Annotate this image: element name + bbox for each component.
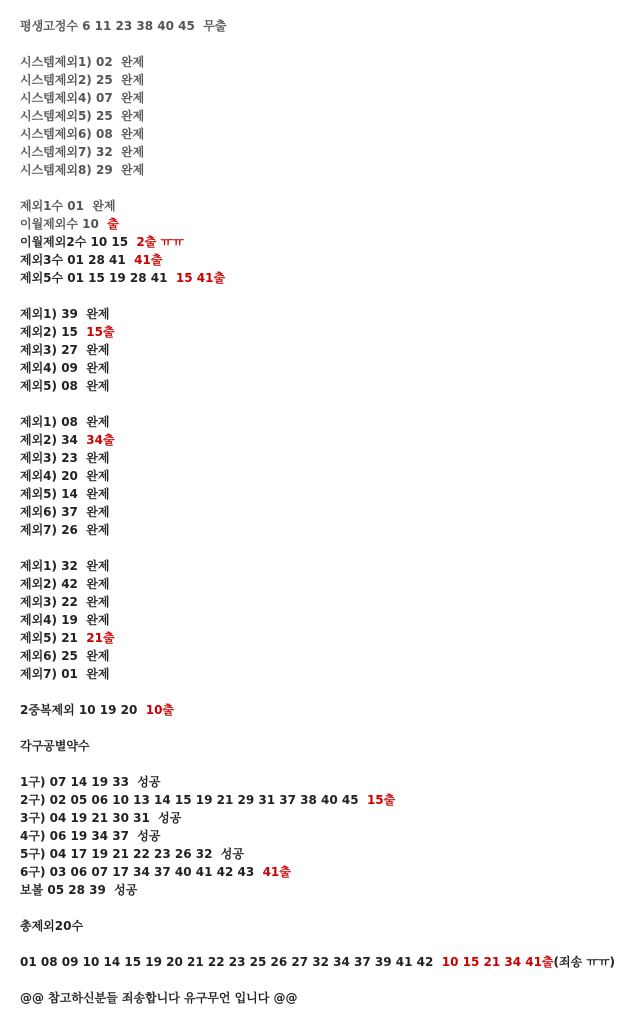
line-text: 제외1) 32 완제 [20, 559, 110, 573]
text-line [20, 413, 627, 431]
blank-line [20, 971, 627, 989]
text-line [20, 251, 627, 269]
blank-line [20, 179, 627, 197]
line-text: 제외1수 01 완제 [20, 199, 116, 213]
line-text: 시스템제외4) 07 완제 [20, 91, 145, 105]
highlight-text: 출 [107, 217, 119, 231]
text-line [20, 773, 627, 791]
line-text: 총제외20수 [20, 919, 84, 933]
blank-line [20, 35, 627, 53]
line-text: 5구) 04 17 19 21 22 23 26 32 성공 [20, 847, 244, 861]
line-text: 제외5) 21 [20, 631, 87, 645]
text-line [20, 89, 627, 107]
blank-line [20, 683, 627, 701]
text-line [20, 341, 627, 359]
line-text: 3구) 04 19 21 30 31 성공 [20, 811, 182, 825]
text-line [20, 647, 627, 665]
text-line [20, 71, 627, 89]
line-text: 1구) 07 14 19 33 성공 [20, 775, 161, 789]
text-line [20, 827, 627, 845]
text-line [20, 629, 627, 647]
line-text: 제외1) 08 완제 [20, 415, 110, 429]
text-line [20, 701, 627, 719]
blank-line [20, 539, 627, 557]
text-line [20, 53, 627, 71]
text-line [20, 845, 627, 863]
line-text: 이월제외수 10 [20, 217, 108, 231]
text-line [20, 161, 627, 179]
line-text: 보볼 05 28 39 성공 [20, 883, 138, 897]
line-text: 01 08 09 10 14 15 19 20 21 22 23 25 26 27 32 34 37 39 41 42 [20, 955, 442, 969]
text-line [20, 917, 627, 935]
line-text: 제외5수 01 15 19 28 41 [20, 271, 176, 285]
line-text: 4구) 06 19 34 37 성공 [20, 829, 161, 843]
line-text: 시스템제외7) 32 완제 [20, 145, 145, 159]
blank-line [20, 899, 627, 917]
text-line [20, 863, 627, 881]
text-line [20, 215, 627, 233]
text-line [20, 557, 627, 575]
line-text: 각구공별약수 [20, 739, 90, 753]
line-text: 2구) 02 05 06 10 13 14 15 19 21 29 31 37 38 40 45 [20, 793, 367, 807]
text-line [20, 593, 627, 611]
text-line [20, 737, 627, 755]
highlight-text: 41출 [262, 865, 291, 879]
highlight-text: 2출 ㅠㅠ [136, 235, 184, 249]
line-text: 제외5) 14 완제 [20, 487, 110, 501]
line-text: 제외3) 22 완제 [20, 595, 110, 609]
line-text: 제외7) 01 완제 [20, 667, 110, 681]
line-text: 제외4) 19 완제 [20, 613, 110, 627]
line-text: 제외3수 01 28 41 [20, 253, 135, 267]
blank-line [20, 935, 627, 953]
text-line [20, 143, 627, 161]
text-line [20, 323, 627, 341]
highlight-text: 15출 [366, 793, 396, 807]
text-line [20, 107, 627, 125]
line-text: 제외5) 08 완제 [20, 379, 110, 393]
text-line [20, 485, 627, 503]
text-line [20, 989, 627, 1007]
line-text: 6구) 03 06 07 17 34 37 40 41 42 43 [20, 865, 263, 879]
line-text: 제외6) 37 완제 [20, 505, 110, 519]
blank-line [20, 755, 627, 773]
highlight-text: 41출 [134, 253, 163, 267]
line-text: 이월제외2수 10 15 [20, 235, 137, 249]
line-text: 제외2) 42 완제 [20, 577, 110, 591]
line-text: 시스템제외2) 25 완제 [20, 73, 145, 87]
line-text: 제외2) 34 [20, 433, 87, 447]
text-line [20, 197, 627, 215]
blank-line [20, 719, 627, 737]
text-line [20, 953, 627, 971]
text-line [20, 665, 627, 683]
line-text: 제외1) 39 완제 [20, 307, 110, 321]
line-text: 시스템제외5) 25 완제 [20, 109, 145, 123]
line-text: 제외4) 20 완제 [20, 469, 110, 483]
highlight-text: 15출 [86, 325, 115, 339]
text-line [20, 125, 627, 143]
line-text: 제외2) 15 [20, 325, 87, 339]
line-text: 제외3) 23 완제 [20, 451, 110, 465]
text-line [20, 503, 627, 521]
text-line [20, 233, 627, 251]
line-text: 제외4) 09 완제 [20, 361, 110, 375]
text-line [20, 17, 627, 35]
text-line [20, 305, 627, 323]
line-text: @@ 참고하신분들 죄송합니다 유구무언 입니다 @@ [20, 991, 298, 1005]
highlight-text: 10 15 21 34 41출 [441, 955, 554, 969]
highlight-text: 34출 [86, 433, 115, 447]
line-text: 2중복제외 10 19 20 [20, 703, 146, 717]
line-text: 제외3) 27 완제 [20, 343, 110, 357]
line-text: 제외6) 25 완제 [20, 649, 110, 663]
line-text: 시스템제외1) 02 완제 [20, 55, 145, 69]
text-line [20, 575, 627, 593]
line-text: 제외7) 26 완제 [20, 523, 110, 537]
line-text: (죄송 ㅠㅠ) [553, 955, 616, 969]
line-text: 시스템제외6) 08 완제 [20, 127, 145, 141]
text-line [20, 269, 627, 287]
text-line [20, 809, 627, 827]
blank-line [20, 287, 627, 305]
blank-line [20, 395, 627, 413]
highlight-text: 21출 [86, 631, 115, 645]
text-line [20, 881, 627, 899]
text-line [20, 359, 627, 377]
highlight-text: 15 41출 [175, 271, 226, 285]
text-line [20, 377, 627, 395]
text-line [20, 431, 627, 449]
highlight-text: 10출 [145, 703, 175, 717]
line-text: 평생고정수 6 11 23 38 40 45 무출 [20, 19, 227, 33]
text-line [20, 467, 627, 485]
text-line [20, 449, 627, 467]
text-line [20, 791, 627, 809]
line-text: 시스템제외8) 29 완제 [20, 163, 145, 177]
text-line [20, 521, 627, 539]
text-line [20, 611, 627, 629]
